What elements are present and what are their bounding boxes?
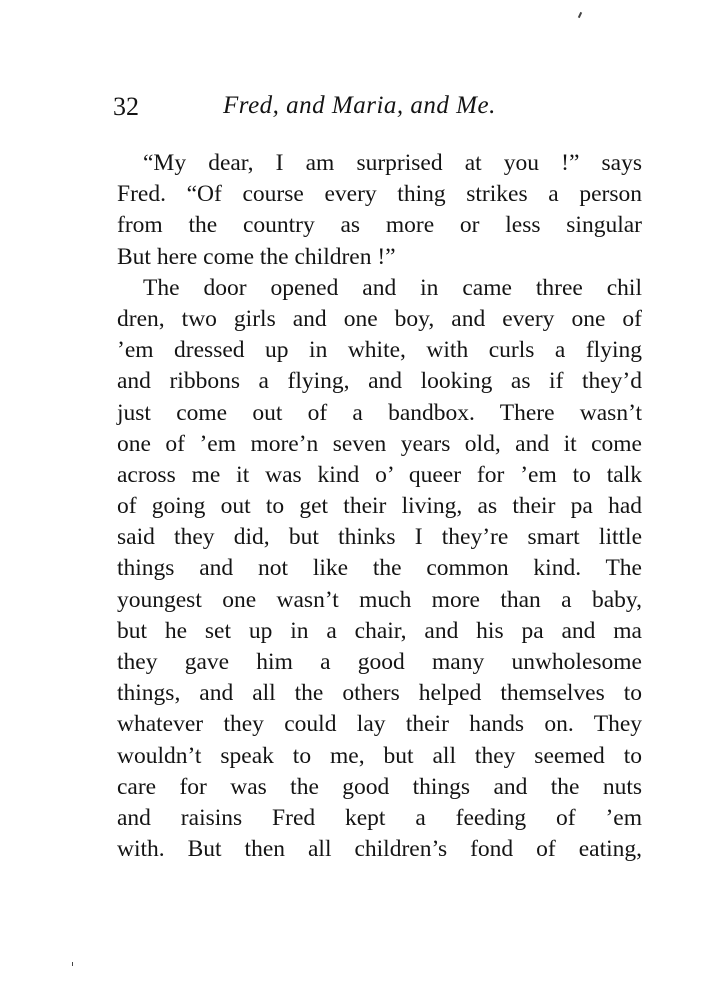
text-line: with. But then all children’s fond of eating, xyxy=(117,836,642,863)
text-line: wouldn’t speak to me, but all they seemed to xyxy=(117,742,642,769)
text-line: whatever they could lay their hands on. They xyxy=(117,711,642,738)
text-line: across me it was kind o’ queer for ’em to talk xyxy=(117,461,642,488)
page-header xyxy=(113,92,633,128)
text-line: care for was the good things and the nuts xyxy=(117,773,642,800)
text-line: from the country as more or less singular xyxy=(117,212,642,239)
page-number: 32 xyxy=(113,92,139,121)
text-line: “My dear, I am surprised at you !” says xyxy=(143,150,642,176)
text-line: they gave him a good many unwholesome xyxy=(117,649,642,675)
text-line: youngest one wasn’t much more than a baby, xyxy=(117,586,642,613)
running-title: Fred, and Maria, and Me. xyxy=(223,92,496,119)
text-line: and raisins Fred kept a feeding of ’em xyxy=(117,804,642,831)
text-line: and ribbons a flying, and looking as if they’d xyxy=(117,368,642,395)
text-line: said they did, but thinks I they’re smart little xyxy=(117,524,642,551)
text-line: of going out to get their living, as their pa had xyxy=(117,493,642,520)
text-line: things and not like the common kind. The xyxy=(117,555,642,582)
text-line: But here come the children !” xyxy=(117,243,396,270)
body-text xyxy=(117,148,642,865)
text-line: dren, two girls and one boy, and every one of xyxy=(117,305,642,332)
ink-speck xyxy=(578,12,582,18)
text-line: but he set up in a chair, and his pa and ma xyxy=(117,617,642,644)
text-line: ’em dressed up in white, with curls a flying xyxy=(117,337,642,364)
text-line: Fred. “Of course every thing strikes a person xyxy=(117,181,642,208)
text-line: The door opened and in came three chil xyxy=(143,274,642,301)
text-line: one of ’em more’n seven years old, and it come xyxy=(117,430,642,457)
ink-speck xyxy=(72,962,73,966)
text-line: just come out of a bandbox. There wasn’t xyxy=(117,399,642,426)
text-line: things, and all the others helped themselves to xyxy=(117,680,642,707)
